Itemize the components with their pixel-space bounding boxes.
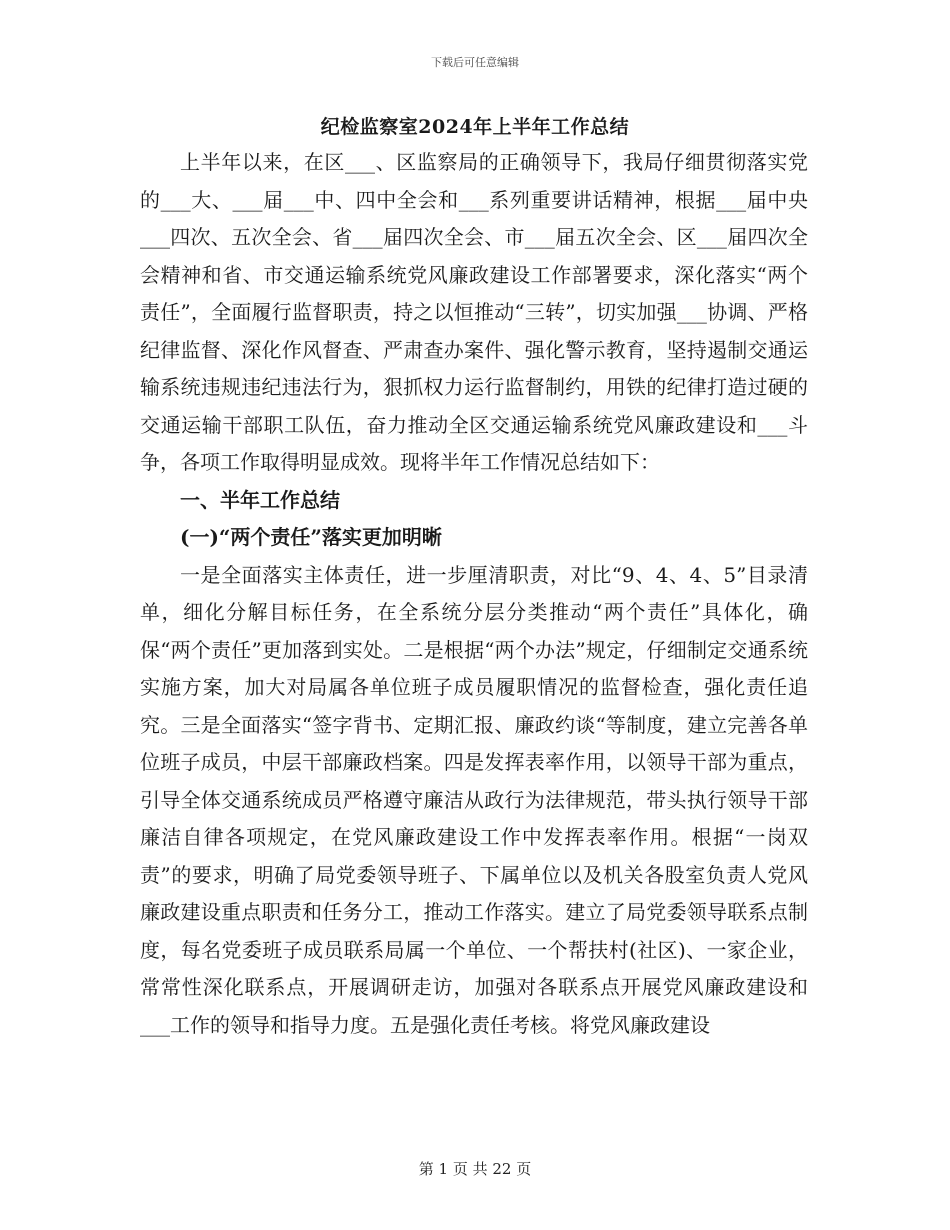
download-note: 下载后可任意编辑 [431,56,519,69]
intro-paragraph: 上半年以来，在区___、区监察局的正确领导下，我局仔细贯彻落实党的___大、___届___中、四中全会和___系列重要讲话精神，根据___届中央___四次、五次全会、省___届四次全会、市___届五次全会、区___届四次全会精神和省、市交通运输系统党风廉政建设工作部署要求，深化落实“两个责任”，全面履行监督职责，持之以恒推动“三转”，切实加强___协调、严格纪律监督、深化作风督查、严肃查办案件、强化警示教育，坚持遏制交通运输系统违规违纪违法行为，狠抓权力运行监督制约，用铁的纪律打造过硬的交通运输干部职工队伍，奋力推动全区交通运输系统党风廉政建设和___斗争，各项工作取得明显成效。现将半年工作情况总结如下： [140,150,808,474]
document-title: 纪检监察室2024年上半年工作总结 [320,116,630,138]
document-body [140,144,808,1044]
page-number: 第 1 页 共 22 页 [418,1160,532,1178]
subsection-heading-1: (一)“两个责任”落实更加明晰 [180,525,442,549]
section-heading-1: 一、半年工作总结 [180,487,340,512]
subsection-paragraph-1: 一是全面落实主体责任，进一步厘清职责，对比“9、4、4、5”目录清单，细化分解目标任务，在全系统分层分类推动“两个责任”具体化，确保“两个责任”更加落到实处。二是根据“两个办法”规定，仔细制定交通系统实施方案，加大对局属各单位班子成员履职情况的监督检查，强化责任追究。三是全面落实“签字背书、定期汇报、廉政约谈“等制度，建立完善各单位班子成员，中层干部廉政档案。四是发挥表率作用，以领导干部为重点，引导全体交通系统成员严格遵守廉洁从政行为法律规范，带头执行领导干部廉洁自律各项规定，在党风廉政建设工作中发挥表率作用。根据“一岗双责”的要求，明确了局党委领导班子、下属单位以及机关各股室负责人党风廉政建设重点职责和任务分工，推动工作落实。建立了局党委领导联系点制度，每名党委班子成员联系局属一个单位、一个帮扶村(社区)、一家企业，常常性深化联系点，开展调研走访，加强对各联系点开展党风廉政建设和___工作的领导和指导力度。五是强化责任考核。将党风廉政建设 [140,562,808,1037]
